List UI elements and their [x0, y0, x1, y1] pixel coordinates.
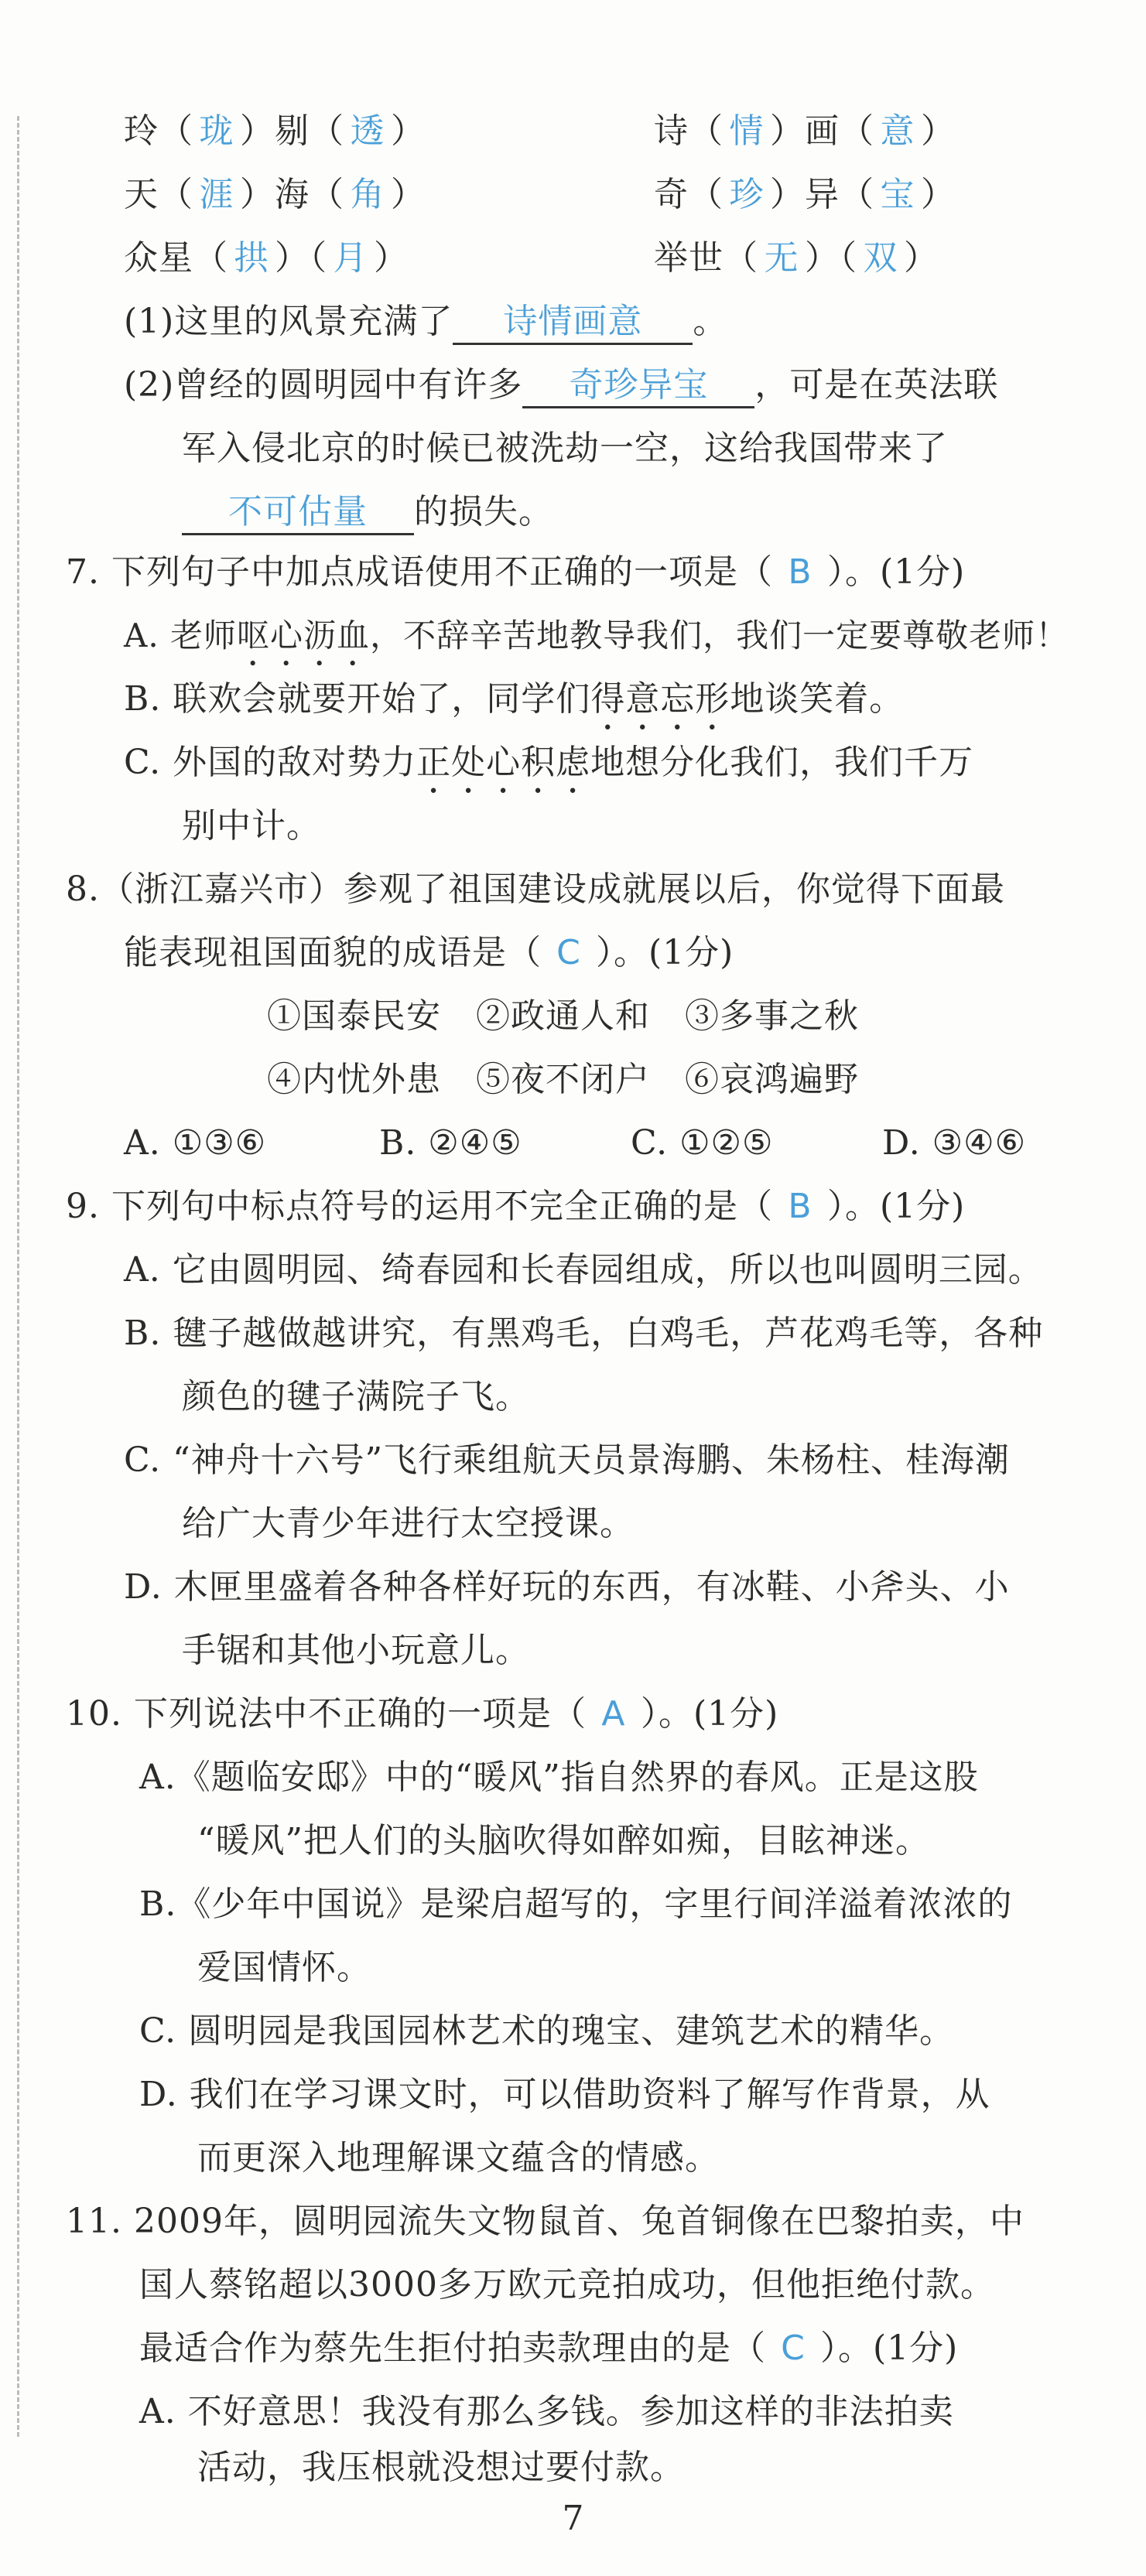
sentence-text: (1)这里的风景充满了	[124, 302, 453, 341]
question-text: ）。(1分)	[826, 552, 966, 592]
option-text: C. 外国的敌对势力	[124, 743, 417, 782]
option-text: ，不辞辛苦地教导我们，我们一定要尊敬老师！	[370, 617, 1069, 654]
idiom-row-1-left	[124, 108, 426, 155]
idiom-text: ）剔（	[240, 111, 344, 151]
dotted-idiom: 呕心沥血	[237, 617, 371, 654]
sentence-text: (2)曾经的圆明园中有许多	[124, 365, 523, 405]
idiom-row-2-right	[654, 172, 956, 218]
question-text: ）。(1分)	[596, 933, 734, 972]
dotted-idiom: 得意忘形	[590, 679, 730, 719]
answer-text: 情	[729, 111, 765, 151]
idiom-text: 玲（	[124, 111, 193, 151]
idiom-text: ）海（	[240, 175, 344, 214]
answer-text: B	[788, 552, 812, 592]
fill-sentence-1	[124, 299, 727, 345]
idiom-row-3-right	[654, 235, 939, 282]
question-9-option-d: D. 木匣里盛着各种各样好玩的东西，有冰鞋、小斧头、小	[124, 1567, 1010, 1607]
option-text: “暖风”把人们的头脑吹得如醉如痴，目眩神迷。	[197, 1821, 930, 1860]
sentence-text: ，可是在英法联	[754, 365, 999, 405]
answer-text: A	[601, 1694, 626, 1734]
idiom-text: 举世（	[654, 238, 758, 278]
question-text: 9. 下列句中标点符号的运用不完全正确的是（	[66, 1187, 773, 1226]
question-7-option-c	[124, 740, 973, 801]
option-text: 手锯和其他小玩意儿。	[182, 1631, 530, 1670]
answer-text: C	[781, 2328, 806, 2368]
answer-text: 月	[333, 238, 368, 278]
question-7-stem	[66, 549, 965, 596]
answer-text: 珑	[199, 111, 234, 151]
answer-text: 角	[350, 175, 385, 214]
choice-b: B. ②④⑤	[379, 1123, 522, 1163]
answer-text: C	[556, 933, 581, 972]
idiom-text: ）	[921, 175, 956, 214]
answer-text: 无	[764, 238, 799, 278]
question-9-option-c: C. “神舟十六号”飞行乘组航天员景海鹏、朱杨柱、桂海潮	[124, 1440, 1011, 1480]
question-10-stem	[66, 1691, 778, 1737]
question-text: 国人蔡铭超以3000多万欧元竞拍成功，但他拒绝付款。	[139, 2265, 995, 2304]
question-9-option-a: A. 它由圆明园、绮春园和长春园组成，所以也叫圆明三园。	[124, 1250, 1043, 1290]
idiom-text: ）	[904, 238, 939, 278]
question-9-stem	[66, 1184, 965, 1230]
option-text: 地想分化我们，我们千万	[590, 743, 974, 782]
option-text: 颜色的毽子满院子飞。	[182, 1377, 530, 1416]
fill-blank-answer: 诗情画意	[453, 301, 693, 345]
idiom-row-3-left	[124, 235, 409, 282]
fill-blank-answer: 不可估量	[182, 491, 414, 535]
question-text: ）。(1分)	[640, 1694, 779, 1734]
idiom-text: 天（	[124, 175, 193, 214]
question-10-option-d: D. 我们在学习课文时，可以借助资料了解写作背景，从	[139, 2075, 990, 2114]
answer-text: 宝	[880, 175, 915, 214]
idiom-text: ）	[374, 238, 409, 278]
sentence-text: 的损失。	[414, 492, 553, 531]
question-10-option-b: B.《少年中国说》是梁启超写的，字里行间洋溢着浓浓的	[139, 1884, 1013, 1924]
choice-c: C. ①②⑤	[631, 1123, 774, 1163]
question-text: 能表现祖国面貌的成语是（	[124, 933, 542, 972]
idiom-text: ）（	[805, 238, 857, 278]
question-text: 7. 下列句子中加点成语使用不正确的一项是（	[66, 552, 773, 592]
sentence-text: 。	[693, 302, 728, 341]
idiom-text: 众星（	[124, 238, 228, 278]
idiom-options-row: ④内忧外患 ⑤夜不闭户 ⑥哀鸿遍野	[267, 1060, 859, 1099]
idiom-text: ）	[391, 111, 426, 151]
question-10-option-c: C. 圆明园是我国园林艺术的瑰宝、建筑艺术的精华。	[139, 2011, 955, 2051]
question-10-option-a: A.《题临安邸》中的“暖风”指自然界的春风。正是这股	[139, 1758, 979, 1797]
answer-text: 拱	[234, 238, 269, 278]
option-text: 而更深入地理解课文蕴含的情感。	[197, 2138, 720, 2178]
fill-sentence-2	[124, 362, 998, 408]
option-text: 给广大青少年进行太空授课。	[182, 1504, 635, 1543]
idiom-text: ）（	[275, 238, 327, 278]
idiom-options-row: ①国泰民安 ②政通人和 ③多事之秋	[267, 996, 859, 1036]
answer-text: 珍	[729, 175, 765, 214]
idiom-row-1-right	[654, 108, 956, 155]
fill-sentence-2-end	[182, 489, 553, 535]
question-11-stem: 11. 2009年，圆明园流失文物鼠首、兔首铜像在巴黎拍卖，中	[66, 2202, 1025, 2241]
option-text: 地谈笑着。	[730, 679, 905, 719]
idiom-text: ）	[391, 175, 426, 214]
idiom-text: ）	[921, 111, 956, 151]
question-text: ）。(1分)	[826, 1187, 966, 1226]
fill-blank-answer: 奇珍异宝	[522, 364, 754, 408]
idiom-text: 奇（	[654, 175, 724, 214]
answer-text: 透	[350, 111, 385, 151]
option-text: B. 联欢会就要开始了，同学们	[124, 679, 591, 719]
sentence-text: 军入侵北京的时候已被洗劫一空，这给我国带来了	[182, 429, 948, 468]
question-9-option-b: B. 毽子越做越讲究，有黑鸡毛，白鸡毛，芦花鸡毛等，各种	[124, 1314, 1044, 1353]
option-text: A. 老师	[124, 617, 238, 654]
question-8-stem: 8.（浙江嘉兴市）参观了祖国建设成就展以后，你觉得下面最	[66, 869, 1005, 909]
choice-d: D. ③④⑥	[882, 1123, 1027, 1163]
option-text: 别中计。	[182, 806, 321, 846]
dotted-idiom: 正处心积虑	[416, 743, 591, 782]
binding-dashed-line	[17, 116, 19, 2437]
choice-a: A. ①③⑥	[124, 1123, 267, 1163]
page-number: 7	[562, 2499, 584, 2538]
option-text: 爱国情怀。	[197, 1948, 371, 1987]
question-7-option-b	[124, 676, 904, 738]
question-text: 10. 下列说法中不正确的一项是（	[66, 1694, 587, 1734]
idiom-text: ）异（	[770, 175, 874, 214]
idiom-row-2-left	[124, 172, 426, 218]
question-11-stem-3	[139, 2325, 958, 2372]
answer-text: 意	[880, 111, 915, 151]
option-text: 活动，我压根就没想过要付款。	[197, 2448, 685, 2487]
idiom-text: 诗（	[654, 111, 724, 151]
question-11-option-a: A. 不好意思！我没有那么多钱。参加这样的非法拍卖	[139, 2392, 954, 2431]
question-7-option-a	[124, 613, 1069, 673]
answer-text: 涯	[199, 175, 234, 214]
answer-text: B	[788, 1187, 812, 1226]
question-8-stem-2	[124, 930, 734, 976]
answer-text: 双	[863, 238, 898, 278]
question-text: ）。(1分)	[820, 2328, 959, 2368]
idiom-text: ）画（	[770, 111, 874, 151]
question-text: 最适合作为蔡先生拒付拍卖款理由的是（	[139, 2328, 766, 2368]
